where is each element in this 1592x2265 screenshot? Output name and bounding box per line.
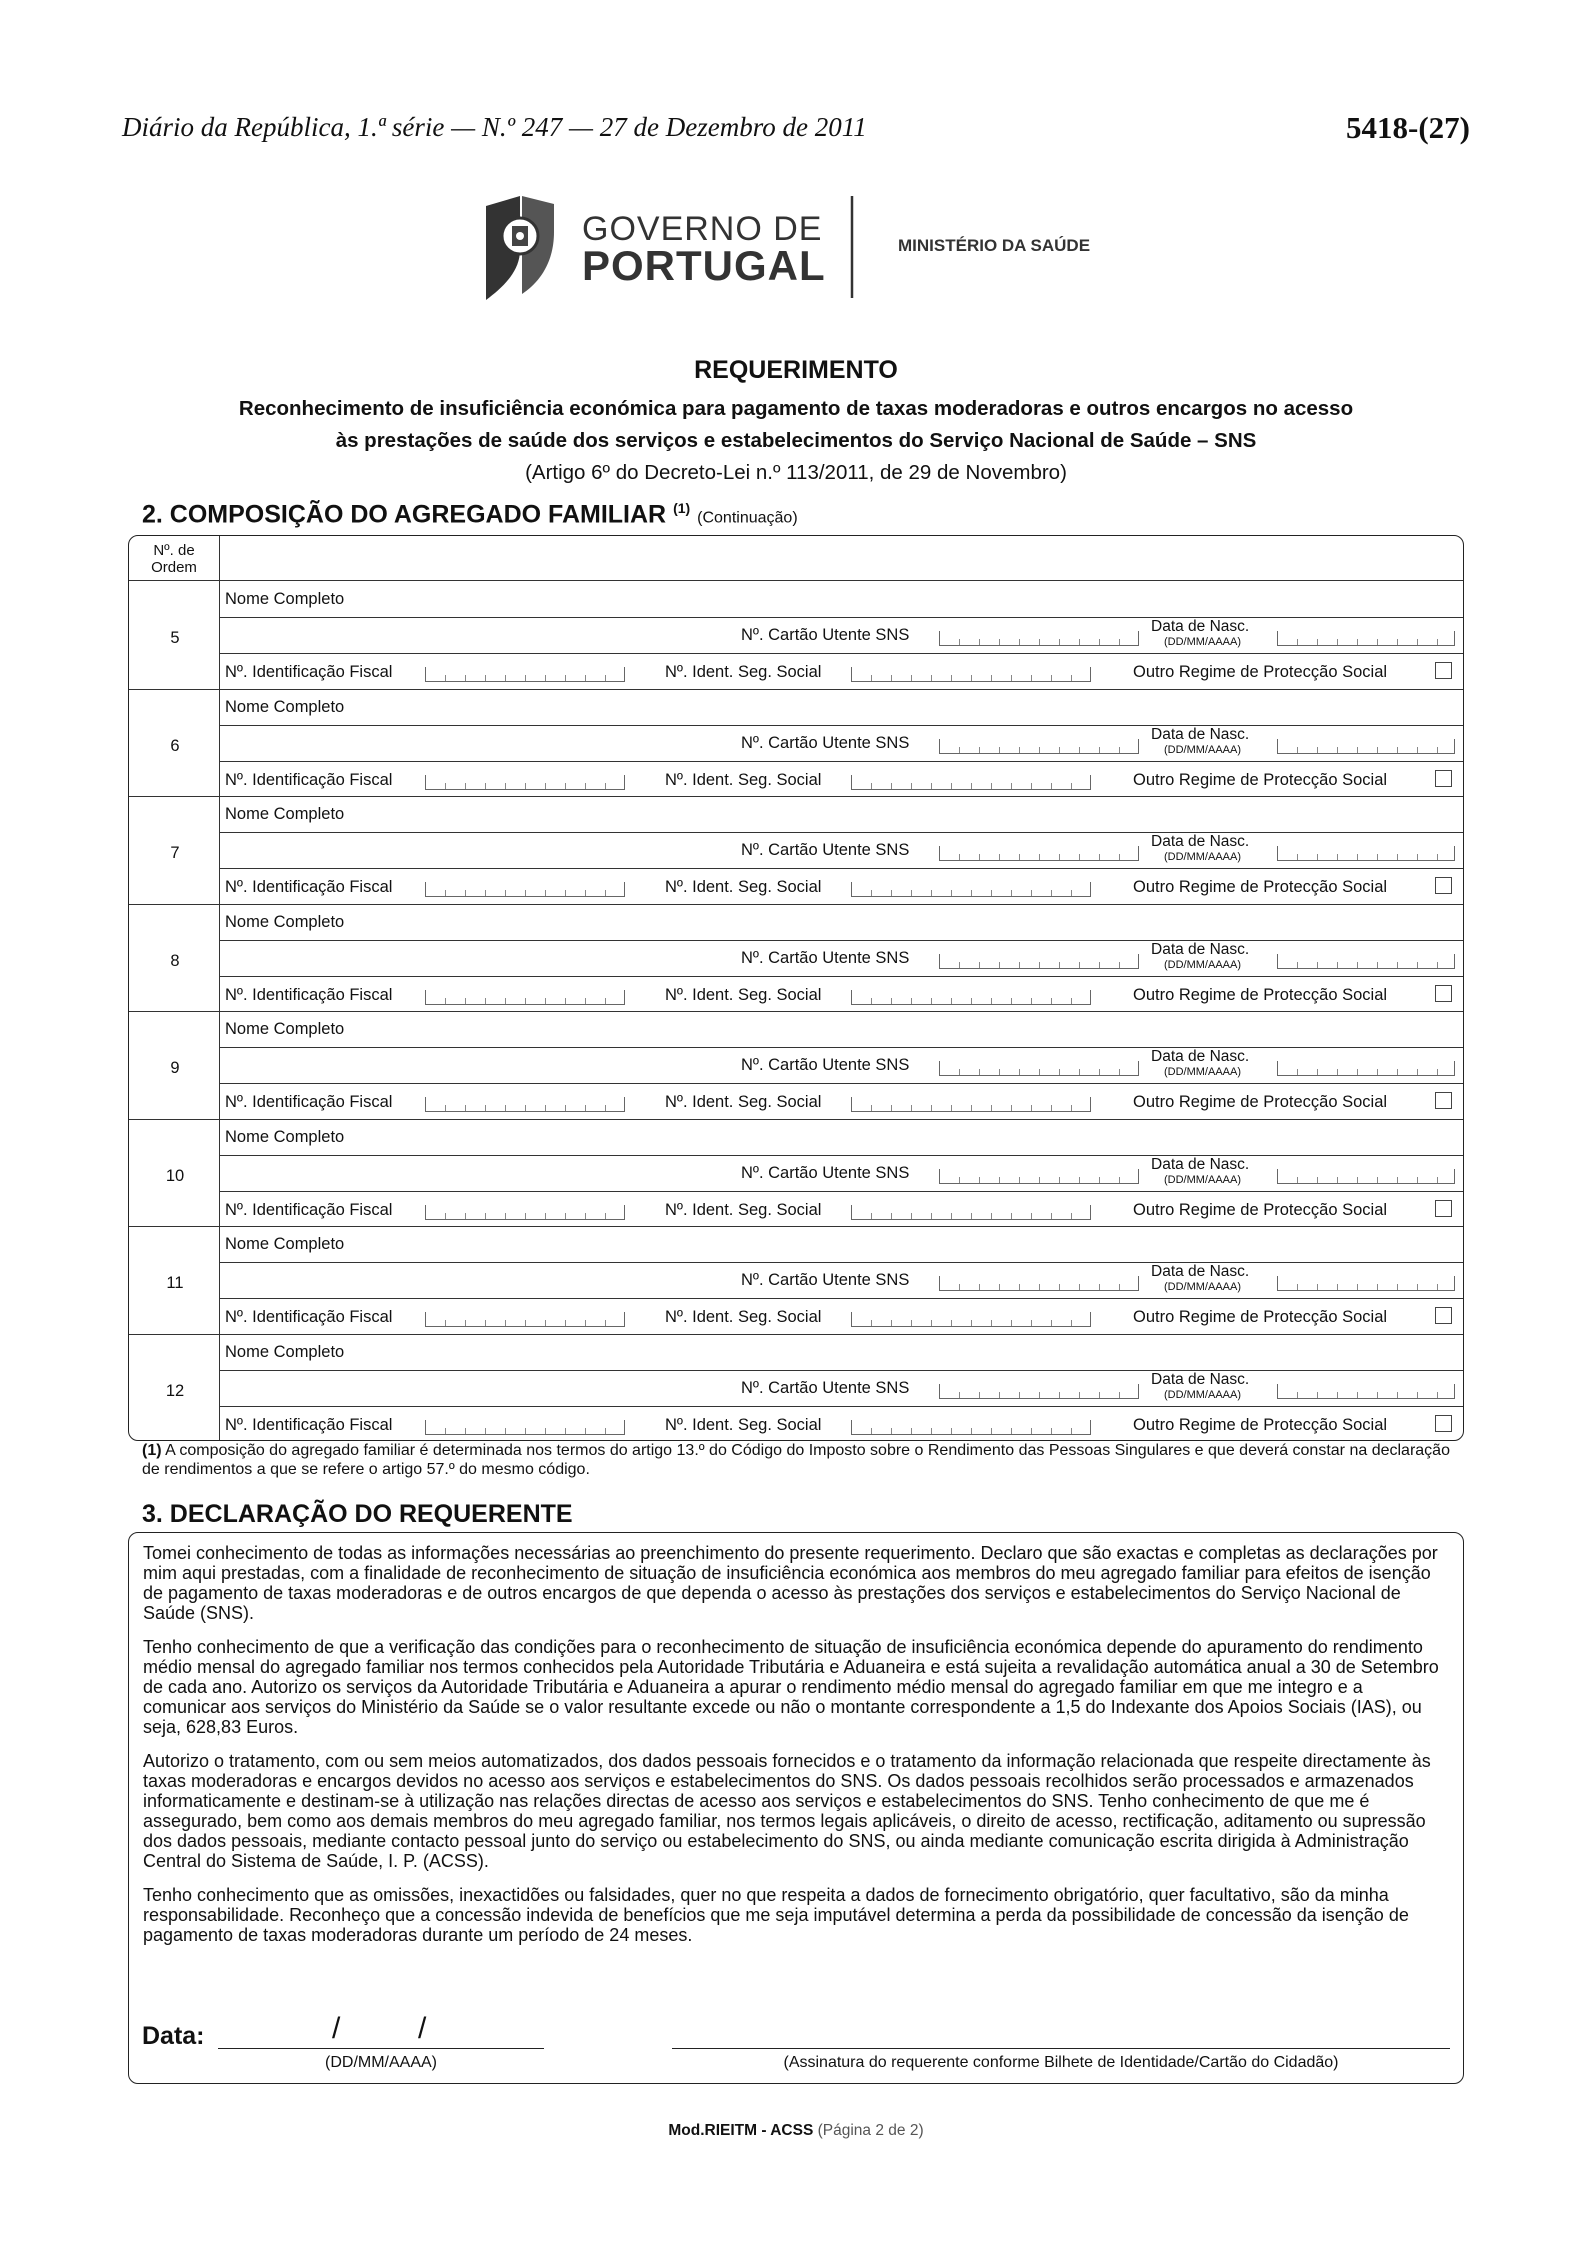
birth-date-input[interactable] xyxy=(1277,1061,1455,1076)
tax-id-label: Nº. Identificação Fiscal xyxy=(225,1093,393,1111)
household-table xyxy=(128,535,1464,1441)
sns-card-input[interactable] xyxy=(939,1169,1139,1184)
row-subdivider xyxy=(219,976,1463,977)
social-security-label: Nº. Ident. Seg. Social xyxy=(665,1308,822,1326)
social-security-input[interactable] xyxy=(851,990,1091,1005)
full-name-label: Nome Completo xyxy=(225,590,345,608)
full-name-label: Nome Completo xyxy=(225,697,345,716)
birth-date-format: (DD/MM/AAAA) xyxy=(1164,743,1241,756)
other-protection-checkbox[interactable] xyxy=(1435,662,1452,679)
sns-card-input[interactable] xyxy=(939,954,1139,969)
birth-date-format: (DD/MM/AAAA) xyxy=(1164,851,1241,863)
government-logo xyxy=(482,192,1122,304)
tax-id-input[interactable] xyxy=(425,667,625,682)
birth-date-label: Data de Nasc. xyxy=(1151,618,1250,635)
other-protection-label: Outro Regime de Protecção Social xyxy=(1133,663,1388,681)
birth-date-format: (DD/MM/AAAA) xyxy=(1164,958,1241,971)
row-order-number: 11 xyxy=(166,1274,184,1292)
sns-card-input[interactable] xyxy=(939,1276,1139,1291)
social-security-label: Nº. Ident. Seg. Social xyxy=(665,1415,822,1434)
section2-heading xyxy=(142,500,798,529)
tax-id-label: Nº. Identificação Fiscal xyxy=(225,878,393,896)
other-protection-checkbox[interactable] xyxy=(1435,1415,1452,1432)
social-security-label: Nº. Ident. Seg. Social xyxy=(665,1200,822,1219)
tax-id-input[interactable] xyxy=(425,1420,625,1435)
other-protection-label: Outro Regime de Protecção Social xyxy=(1133,1415,1388,1434)
row-subdivider xyxy=(219,1298,1463,1299)
date-label: Data: xyxy=(142,2022,205,2050)
birth-date-input[interactable] xyxy=(1277,846,1455,861)
row-subdivider xyxy=(219,940,1463,941)
declaration-paragraph-2: Tenho conhecimento de que a verificação das condições para o reconhecimento de situação de insuficiência económica depende do apuramento do rendimento médio mensal do agregado familiar nos termos conhecidos pela Autoridade Tributária e Aduaneira e está sujeita a revalidação automática anual a 30 de Setembro de cada ano. Autorizo os serviços da Autoridade Tributária e Aduaneira a apurar o rendimento médio mensal do agregado familiar em que me integro e a comunicar aos serviços do Ministério da Saúde se o valor resultante excede ou não o montante correspondente a 1,5 do Indexante dos Apoios Sociais (IAS), ou seja, 628,83 Euros. xyxy=(143,1637,1439,1737)
logo-line2: PORTUGAL xyxy=(582,242,826,289)
birth-date-label: Data de Nasc. xyxy=(1151,725,1250,743)
sns-card-label: Nº. Cartão Utente SNS xyxy=(741,1378,910,1397)
signature-caption: (Assinatura do requerente conforme Bilhete de Identidade/Cartão do Cidadão) xyxy=(783,2054,1339,2071)
birth-date-input[interactable] xyxy=(1277,631,1455,646)
birth-date-label: Data de Nasc. xyxy=(1151,1155,1250,1173)
social-security-input[interactable] xyxy=(851,667,1091,682)
other-protection-label: Outro Regime de Protecção Social xyxy=(1133,1093,1388,1111)
row-divider xyxy=(129,1011,1463,1012)
birth-date-format: (DD/MM/AAAA) xyxy=(1164,1066,1241,1078)
tax-id-input[interactable] xyxy=(425,775,625,790)
logo-line1: GOVERNO DE xyxy=(582,210,823,248)
social-security-input[interactable] xyxy=(851,1312,1091,1327)
tax-id-label: Nº. Identificação Fiscal xyxy=(225,663,393,681)
header-divider xyxy=(129,580,1463,581)
section2-title: 2. COMPOSIÇÃO DO AGREGADO FAMILIAR xyxy=(142,500,667,529)
other-protection-label: Outro Regime de Protecção Social xyxy=(1133,878,1388,896)
document-subtitle-1: Reconhecimento de insuficiência económica para pagamento de taxas moderadoras e outros encargos no acesso xyxy=(238,397,1354,420)
birth-date-format: (DD/MM/AAAA) xyxy=(1164,636,1241,648)
full-name-label: Nome Completo xyxy=(225,1020,345,1038)
social-security-label: Nº. Ident. Seg. Social xyxy=(665,878,822,896)
model-code: Mod.RIEITM - ACSS xyxy=(668,2122,814,2139)
section3-heading: 3. DECLARAÇÃO DO REQUERENTE xyxy=(142,1500,573,1528)
date-format-caption: (DD/MM/AAAA) xyxy=(325,2054,437,2071)
sns-card-label: Nº. Cartão Utente SNS xyxy=(741,841,910,859)
full-name-label: Nome Completo xyxy=(225,805,345,823)
tax-id-label: Nº. Identificação Fiscal xyxy=(225,1415,393,1434)
row-divider xyxy=(129,904,1463,905)
birth-date-input[interactable] xyxy=(1277,1169,1455,1184)
birth-date-input[interactable] xyxy=(1277,739,1455,754)
date-separator-2: / xyxy=(418,2012,427,2045)
sns-card-label: Nº. Cartão Utente SNS xyxy=(741,626,910,644)
social-security-label: Nº. Ident. Seg. Social xyxy=(665,663,822,681)
page-number: 5418-(27) xyxy=(1346,110,1470,145)
row-subdivider xyxy=(219,617,1463,618)
row-divider xyxy=(129,1226,1463,1227)
tax-id-label: Nº. Identificação Fiscal xyxy=(225,985,393,1004)
row-subdivider xyxy=(219,761,1463,762)
footnote-marker: (1) xyxy=(142,1442,162,1459)
social-security-input[interactable] xyxy=(851,1097,1091,1112)
date-input-line[interactable] xyxy=(218,2048,544,2049)
row-subdivider xyxy=(219,868,1463,869)
declaration-paragraph-1: Tomei conhecimento de todas as informações necessárias ao preenchimento do presente requerimento. Declaro que são exactas e completas as declarações por mim aqui prestadas, com a finalidade de reconhecimento de situação de insuficiência económica aos membros do meu agregado familiar para efeitos de isenção de pagamento de taxas moderadoras e de outros encargos de que dependa o acesso às prestações dos serviços e estabelecimentos do Serviço Nacional de Saúde (SNS). xyxy=(143,1543,1438,1623)
footer-page: (Página 2 de 2) xyxy=(817,2122,924,2139)
row-order-number: 5 xyxy=(170,629,180,647)
row-subdivider xyxy=(219,1370,1463,1371)
sns-card-input[interactable] xyxy=(939,846,1139,861)
full-name-label: Nome Completo xyxy=(225,1342,345,1361)
row-divider xyxy=(129,796,1463,797)
tax-id-label: Nº. Identificação Fiscal xyxy=(225,1308,393,1326)
footnote-text: A composição do agregado familiar é determinada nos termos do artigo 13.º do Código do Imposto sobre o Rendimento das Pessoas Singulares e que deverá constar na declaração de rendimentos a que se refere o artigo 57.º do mesmo código. xyxy=(142,1442,1450,1478)
birth-date-label: Data de Nasc. xyxy=(1151,833,1250,850)
full-name-label: Nome Completo xyxy=(225,912,345,931)
row-order-number: 12 xyxy=(165,1381,185,1400)
other-protection-checkbox[interactable] xyxy=(1435,877,1452,894)
tax-id-label: Nº. Identificação Fiscal xyxy=(225,1200,393,1219)
row-order-number: 7 xyxy=(170,844,180,862)
declaration-box xyxy=(128,1532,1464,2084)
tax-id-label: Nº. Identificação Fiscal xyxy=(225,770,393,789)
footnote xyxy=(142,1441,1462,1479)
other-protection-checkbox[interactable] xyxy=(1435,1092,1452,1109)
social-security-label: Nº. Ident. Seg. Social xyxy=(665,770,822,789)
row-subdivider xyxy=(219,1191,1463,1192)
birth-date-format: (DD/MM/AAAA) xyxy=(1164,1173,1241,1186)
sns-card-label: Nº. Cartão Utente SNS xyxy=(741,733,910,752)
social-security-label: Nº. Ident. Seg. Social xyxy=(665,1093,822,1111)
row-order-number: 6 xyxy=(170,736,180,755)
row-divider xyxy=(129,689,1463,690)
row-order-number: 9 xyxy=(170,1059,180,1077)
birth-date-label: Data de Nasc. xyxy=(1151,940,1250,958)
document-title: REQUERIMENTO xyxy=(694,356,898,384)
page-footer xyxy=(0,2122,1592,2140)
section2-continuation: (Continuação) xyxy=(697,509,798,527)
gazette-header: Diário da República, 1.ª série — N.º 247 — 27 de Dezembro de 2011 xyxy=(122,112,867,142)
birth-date-input[interactable] xyxy=(1277,954,1455,969)
social-security-label: Nº. Ident. Seg. Social xyxy=(665,985,822,1004)
full-name-label: Nome Completo xyxy=(225,1127,345,1146)
row-subdivider xyxy=(219,725,1463,726)
ministry-name: MINISTÉRIO DA SAÚDE xyxy=(898,236,1091,255)
row-subdivider xyxy=(219,1083,1463,1084)
row-divider xyxy=(129,1334,1463,1335)
birth-date-input[interactable] xyxy=(1277,1384,1455,1399)
tax-id-input[interactable] xyxy=(425,990,625,1005)
row-subdivider xyxy=(219,653,1463,654)
other-protection-label: Outro Regime de Protecção Social xyxy=(1133,770,1388,789)
birth-date-format: (DD/MM/AAAA) xyxy=(1164,1388,1241,1401)
row-subdivider xyxy=(219,1155,1463,1156)
date-separator-1: / xyxy=(332,2012,341,2045)
other-protection-checkbox[interactable] xyxy=(1435,985,1452,1002)
social-security-input[interactable] xyxy=(851,1420,1091,1435)
social-security-input[interactable] xyxy=(851,775,1091,790)
birth-date-format: (DD/MM/AAAA) xyxy=(1164,1281,1241,1293)
other-protection-label: Outro Regime de Protecção Social xyxy=(1133,1308,1388,1326)
social-security-input[interactable] xyxy=(851,1205,1091,1220)
row-subdivider xyxy=(219,1406,1463,1407)
sns-card-label: Nº. Cartão Utente SNS xyxy=(741,948,910,967)
birth-date-label: Data de Nasc. xyxy=(1151,1263,1250,1280)
row-order-number: 8 xyxy=(170,951,180,970)
declaration-paragraph-4: Tenho conhecimento que as omissões, inexactidões ou falsidades, quer no que respeita a dados de fornecimento obrigatório, quer facultativo, são da minha responsabilidade. Reconheço que a concessão indevida de benefícios que me seja imputável determina a perda da possibilidade de concessão da isenção de pagamento de taxas moderadoras durante um período de 24 meses. xyxy=(143,1885,1409,1945)
tax-id-input[interactable] xyxy=(425,1097,625,1112)
sns-card-label: Nº. Cartão Utente SNS xyxy=(741,1271,910,1289)
order-header: Nº. de Ordem xyxy=(151,542,197,576)
sns-card-input[interactable] xyxy=(939,1061,1139,1076)
tax-id-input[interactable] xyxy=(425,1205,625,1220)
row-subdivider xyxy=(219,1262,1463,1263)
sns-card-input[interactable] xyxy=(939,1384,1139,1399)
birth-date-input[interactable] xyxy=(1277,1276,1455,1291)
tax-id-input[interactable] xyxy=(425,882,625,897)
full-name-label: Nome Completo xyxy=(225,1235,345,1253)
legal-reference: (Artigo 6º do Decreto-Lei n.º 113/2011, de 29 de Novembro) xyxy=(525,461,1067,484)
other-protection-label: Outro Regime de Protecção Social xyxy=(1133,985,1388,1004)
order-column-divider xyxy=(219,536,220,1440)
birth-date-label: Data de Nasc. xyxy=(1151,1370,1250,1388)
section2-footnote-ref: (1) xyxy=(673,500,691,516)
tax-id-input[interactable] xyxy=(425,1312,625,1327)
sns-card-label: Nº. Cartão Utente SNS xyxy=(741,1056,910,1074)
sns-card-input[interactable] xyxy=(939,739,1139,754)
other-protection-label: Outro Regime de Protecção Social xyxy=(1133,1200,1388,1219)
birth-date-label: Data de Nasc. xyxy=(1151,1048,1250,1065)
other-protection-checkbox[interactable] xyxy=(1435,1307,1452,1324)
social-security-input[interactable] xyxy=(851,882,1091,897)
row-divider xyxy=(129,1119,1463,1120)
sns-card-input[interactable] xyxy=(939,631,1139,646)
row-order-number: 10 xyxy=(165,1166,185,1185)
row-subdivider xyxy=(219,1047,1463,1048)
signature-line[interactable] xyxy=(672,2048,1450,2049)
declaration-paragraph-3: Autorizo o tratamento, com ou sem meios automatizados, dos dados pessoais fornecidos e o tratamento da informação relacionada que respeite directamente às taxas moderadoras e encargos devidos no acesso aos serviços e estabelecimentos do SNS. Os dados pessoais recolhidos serão processados e armazenados informaticamente e destinam-se à utilização nas relações directas de acesso aos serviços e estabelecimentos do SNS. Tenho conhecimento de que me é assegurado, bem como aos demais membros do meu agregado familiar, nos termos legais aplicáveis, o direito de acesso, rectificação, aditamento ou supressão dos dados pessoais, mediante contacto pessoal junto do serviço ou estabelecimento do SNS, ou ainda mediante comunicação escrita dirigida à Administração Central do Sistema de Saúde, I. P. (ACSS). xyxy=(143,1751,1431,1871)
other-protection-checkbox[interactable] xyxy=(1435,1200,1452,1217)
sns-card-label: Nº. Cartão Utente SNS xyxy=(741,1163,910,1182)
document-subtitle-2: às prestações de saúde dos serviços e estabelecimentos do Serviço Nacional de Saúde – SNS xyxy=(335,429,1257,452)
other-protection-checkbox[interactable] xyxy=(1435,770,1452,787)
row-subdivider xyxy=(219,832,1463,833)
